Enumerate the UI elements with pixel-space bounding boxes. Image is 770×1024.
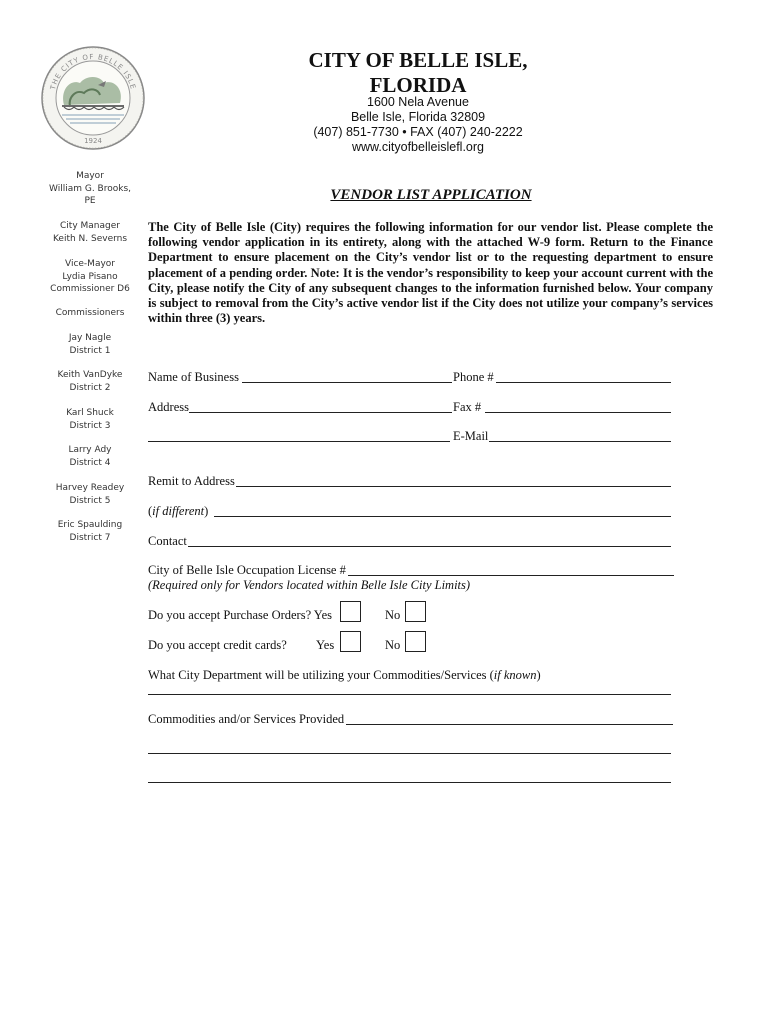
remit-address-label: Remit to Address [148,474,235,488]
commodities-label: Commodities and/or Services Provided [148,712,345,726]
svg-text:1924: 1924 [84,137,102,145]
purchase-orders-label: Do you accept Purchase Orders? Yes [148,608,332,622]
fax-field[interactable] [485,412,671,413]
email-label: E-Mail [453,429,489,443]
department-question: What City Department will be utilizing your Commodities/Services (if known) [148,668,541,682]
sidebar-mayor: Mayor William G. Brooks, PE [49,171,131,206]
email-field[interactable] [489,441,671,442]
sidebar-commissioners-heading: Commissioners [55,308,125,318]
commodities-line2-field[interactable] [148,753,671,754]
purchase-orders-yes-checkbox[interactable] [340,601,361,622]
street-address: 1600 Nela Avenue [367,95,469,109]
credit-cards-no-label: No [385,638,401,652]
credit-cards-label: Do you accept credit cards? [148,638,287,652]
license-note: (Required only for Vendors located within Belle Isle City Limits) [148,578,471,592]
sidebar-commissioner: Karl Shuck District 3 [66,408,114,431]
business-name-label: Name of Business [148,370,239,384]
city-seal-logo [40,45,146,151]
department-field[interactable] [148,694,671,695]
sidebar-city-manager: City Manager Keith N. Severns [52,221,128,244]
purchase-orders-no-label: No [385,608,401,622]
contact-field[interactable] [188,546,671,547]
remit-address-line2-field[interactable] [214,516,671,517]
credit-cards-yes-checkbox[interactable] [340,631,361,652]
phone-field[interactable] [496,382,671,383]
purchase-orders-no-checkbox[interactable] [405,601,426,622]
website-link[interactable]: www.cityofbelleislefl.org [352,140,484,154]
commodities-field[interactable] [346,724,673,725]
city-state-zip: Belle Isle, Florida 32809 [350,110,486,124]
intro-paragraph: The City of Belle Isle (City) requires the following information for our vendor list. Please complete the following vendor application in its entirety, along with the attached W-9 form. Return to the Finance Department to ensure placement on the City’s vendor list or to the requesting department to ensure placement of a pending order. Note: It is the vendor’s responsibility to keep your account current with the City, please notify the City of any subsequent changes to the information furnished below. Your company is subject to removal from the City’s active vendor list if the City does not utilize your company’s services within three (3) years. [148,220,713,326]
document-title: VENDOR LIST APPLICATION [330,187,532,203]
remit-address-field[interactable] [236,486,671,487]
license-label: City of Belle Isle Occupation License # [148,563,346,577]
sidebar-commissioner: Eric Spaulding District 7 [57,520,123,543]
fax-label: Fax # [453,400,482,414]
address-line2-field[interactable] [148,441,450,442]
phone-fax: (407) 851-7730 • FAX (407) 240-2222 [313,125,523,139]
contact-label: Contact [148,534,187,548]
sidebar-commissioner: Keith VanDyke District 2 [57,370,123,393]
sidebar-commissioner: Harvey Readey District 5 [55,483,125,506]
address-label: Address [148,400,189,414]
commodities-line3-field[interactable] [148,782,671,783]
credit-cards-yes-label: Yes [316,638,335,652]
state-heading: FLORIDA [369,73,467,97]
business-name-field[interactable] [242,382,452,383]
sidebar-commissioner: Larry Ady District 4 [68,445,112,468]
sidebar-commissioner: Jay Nagle District 1 [68,333,112,356]
sidebar-vice-mayor: Vice-Mayor Lydia Pisano Commissioner D6 [50,259,130,294]
credit-cards-no-checkbox[interactable] [405,631,426,652]
phone-label: Phone # [453,370,494,384]
city-name-heading: CITY OF BELLE ISLE, [308,48,528,72]
address-field[interactable] [189,412,452,413]
license-field[interactable] [348,575,674,576]
svg-text:THE CITY OF BELLE ISLE: THE CITY OF BELLE ISLE [48,52,138,91]
if-different-label: (if different) [148,504,209,518]
